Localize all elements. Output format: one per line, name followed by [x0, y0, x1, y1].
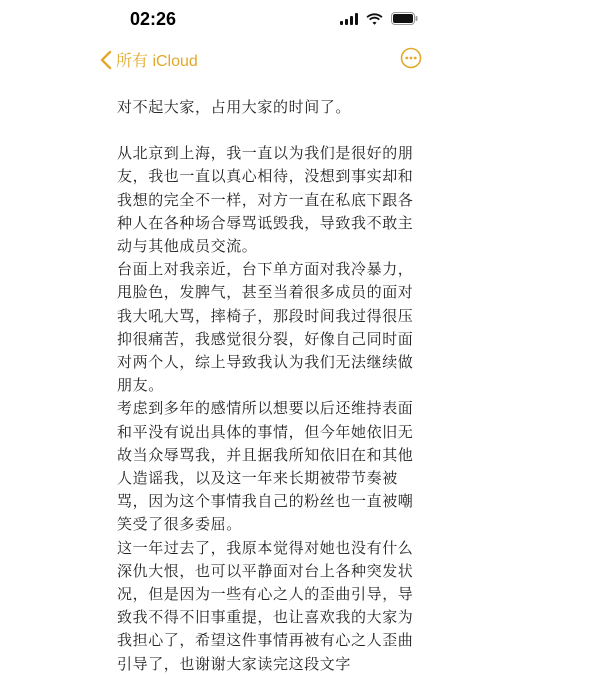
note-paragraph: 从北京到上海，我一直以为我们是很好的朋友，我也一直以真心相待，没想到事实却和我想的完全不一样，对方一直在私底下跟各种人在各种场合辱骂诋毁我，导致我不敢主动与其他成员交流。 — [117, 144, 414, 256]
battery-icon — [391, 12, 418, 25]
note-paragraph: 这一年过去了，我原本觉得对她也没有什么深仇大恨，也可以平静面对台上各种突发状况，但是因为一些有心之人的歪曲引导，导致我不得不旧事重提，也让喜欢我的大家为我担心了，希望这件事情再被有心之人歪曲引导了，也谢谢大家读完这段文字 — [117, 538, 414, 673]
cellular-signal-icon — [340, 13, 358, 25]
wifi-icon — [366, 13, 383, 25]
note-paragraph: 台面上对我亲近，台下单方面对我冷暴力，甩脸色，发脾气，甚至当着很多成员的面对我大吼大骂，摔椅子，那段时间我过得很压抑很痛苦，我感觉很分裂，好像自己同时面对两个人，综上导致我认为我们无法继续做朋友。 — [117, 260, 414, 395]
status-time: 02:26 — [130, 9, 177, 29]
status-bar — [0, 0, 600, 40]
back-button[interactable] — [100, 48, 198, 71]
note-paragraph: 考虑到多年的感情所以想要以后还维持表面和平没有说出具体的事情，但今年她依旧无故当众辱骂我，并且据我所知依旧在和其他人造谣我，以及这一年来长期被带节奏被骂，因为这个事情我自己的粉丝也一直被嘲笑受了很多委屈。 — [117, 399, 414, 534]
note-body[interactable] — [117, 96, 417, 676]
chevron-left-icon — [100, 50, 112, 70]
status-icons — [340, 12, 418, 25]
note-title: 对不起大家，占用大家的时间了。 — [117, 98, 352, 116]
back-label: 所有 iCloud — [116, 53, 198, 70]
nav-bar — [0, 44, 600, 78]
more-circle-icon[interactable] — [400, 47, 422, 69]
